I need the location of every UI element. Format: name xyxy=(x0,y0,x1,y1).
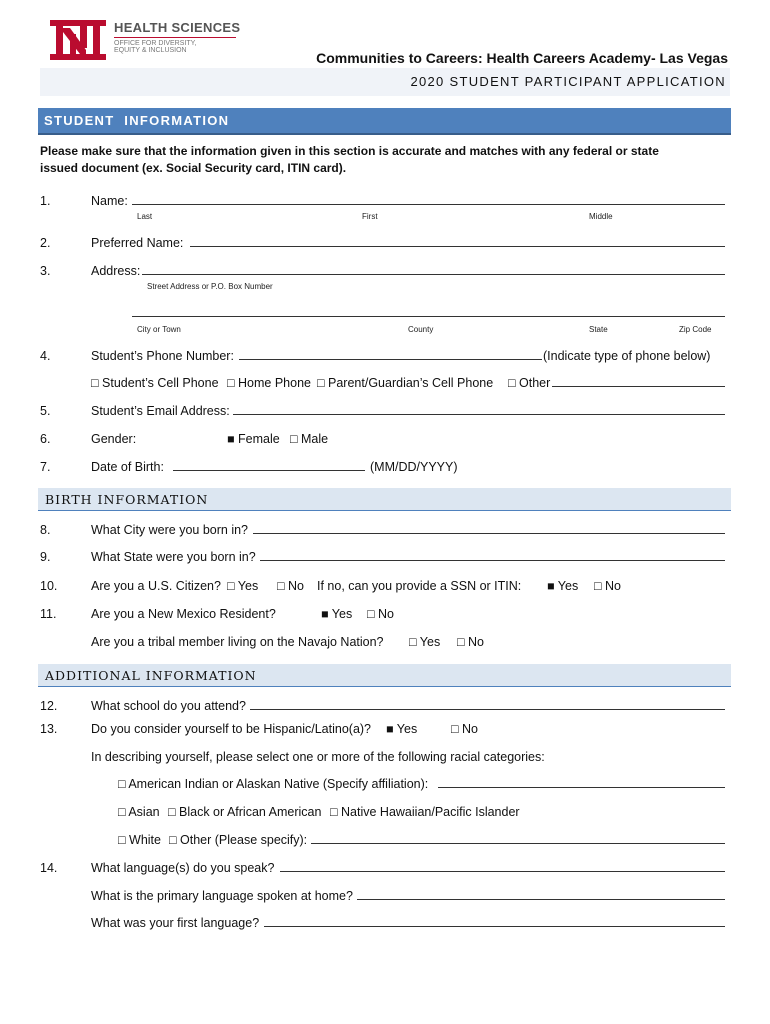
city-sublabel: City or Town xyxy=(137,325,181,334)
dob-format: (MM/DD/YYYY) xyxy=(370,460,458,474)
ssn-question: If no, can you provide a SSN or ITIN: xyxy=(317,579,522,593)
race-american-indian-option[interactable]: □ American Indian or Alaskan Native (Specify affiliation): xyxy=(118,777,429,791)
citizen-yes-option[interactable]: □ Yes xyxy=(227,579,259,593)
birth-city-field[interactable] xyxy=(253,533,725,534)
logo-text xyxy=(114,20,240,54)
phone-hint: (Indicate type of phone below) xyxy=(543,349,711,363)
tribal-no-option[interactable]: □ No xyxy=(457,635,485,649)
section-additional-title: ADDITIONAL INFORMATION xyxy=(45,668,257,683)
phone-parent-cell-option[interactable]: □ Parent/Guardian’s Cell Phone xyxy=(317,376,494,390)
school-field[interactable] xyxy=(250,709,725,710)
preferred-name-field[interactable] xyxy=(190,246,725,247)
race-black-option[interactable]: □ Black or African American xyxy=(168,805,322,819)
home-language-field[interactable] xyxy=(357,899,725,900)
first-language-label: What was your first language? xyxy=(91,916,260,930)
page-subtitle: 2020 STUDENT PARTICIPANT APPLICATION xyxy=(410,74,726,89)
zip-sublabel: Zip Code xyxy=(679,325,712,334)
q4-label: Student’s Phone Number: xyxy=(91,349,234,363)
street-sublabel: Street Address or P.O. Box Number xyxy=(147,282,273,291)
race-white-option[interactable]: □ White xyxy=(118,833,161,847)
q13-number: 13. xyxy=(40,722,58,736)
first-language-field[interactable] xyxy=(264,926,725,927)
phone-home-option[interactable]: □ Home Phone xyxy=(227,376,311,390)
q5-label: Student’s Email Address: xyxy=(91,404,230,418)
logo-line3: EQUITY & INCLUSION xyxy=(114,47,187,54)
state-sublabel: State xyxy=(589,325,608,334)
ssn-no-option[interactable]: □ No xyxy=(594,579,622,593)
tribal-affiliation-field[interactable] xyxy=(438,787,725,788)
q9-number: 9. xyxy=(40,550,51,564)
last-sublabel: Last xyxy=(137,212,153,221)
tribal-yes-option[interactable]: □ Yes xyxy=(409,635,441,649)
race-other-option[interactable]: □ Other (Please specify): xyxy=(169,833,308,847)
city-county-state-zip-field[interactable] xyxy=(132,316,725,317)
ssn-yes-option[interactable]: ■ Yes xyxy=(547,579,579,593)
q14-number: 14. xyxy=(40,861,58,875)
phone-number-field[interactable] xyxy=(239,359,542,360)
gender-male-option[interactable]: □ Male xyxy=(290,432,329,446)
birth-state-field[interactable] xyxy=(260,560,725,561)
name-field[interactable] xyxy=(132,204,725,205)
notice-line1: Please make sure that the information given in this section is accurate and matches with any federal or state xyxy=(40,144,659,158)
race-prompt: In describing yourself, please select one or more of the following racial categories: xyxy=(91,750,545,764)
tribal-question: Are you a tribal member living on the Navajo Nation? xyxy=(91,635,384,649)
q12-number: 12. xyxy=(40,699,58,713)
q7-number: 7. xyxy=(40,460,51,474)
q9-label: What State were you born in? xyxy=(91,550,256,564)
q1-number: 1. xyxy=(40,194,51,208)
q3-label: Address: xyxy=(91,264,141,278)
gender-female-option[interactable]: ■ Female xyxy=(227,432,280,446)
q6-number: 6. xyxy=(40,432,51,446)
q3-number: 3. xyxy=(40,264,51,278)
q13-label: Do you consider yourself to be Hispanic/Latino(a)? xyxy=(91,722,372,736)
q10-number: 10. xyxy=(40,579,58,593)
q10-label: Are you a U.S. Citizen? xyxy=(91,579,221,593)
q4-number: 4. xyxy=(40,349,51,363)
phone-other-field[interactable] xyxy=(552,386,725,387)
q11-label: Are you a New Mexico Resident? xyxy=(91,607,276,621)
phone-other-option[interactable]: □ Other xyxy=(508,376,551,390)
logo-line2: OFFICE FOR DIVERSITY, xyxy=(114,40,197,47)
q6-label: Gender: xyxy=(91,432,137,446)
section-student-title: STUDENT INFORMATION xyxy=(44,113,230,128)
citizen-no-option[interactable]: □ No xyxy=(277,579,305,593)
unm-monogram-icon xyxy=(50,20,106,60)
page-title: Communities to Careers: Health Careers Academy- Las Vegas xyxy=(316,50,728,66)
logo-line1: HEALTH SCIENCES xyxy=(114,20,241,35)
section-birth-title: BIRTH INFORMATION xyxy=(45,492,209,507)
q7-label: Date of Birth: xyxy=(91,460,164,474)
race-asian-option[interactable]: □ Asian xyxy=(118,805,160,819)
q12-label: What school do you attend? xyxy=(91,699,246,713)
unm-logo xyxy=(50,20,106,60)
q5-number: 5. xyxy=(40,404,51,418)
q2-label: Preferred Name: xyxy=(91,236,184,250)
notice-line2: issued document (ex. Social Security card, ITIN card). xyxy=(40,161,347,175)
languages-field[interactable] xyxy=(280,871,725,872)
hispanic-yes-option[interactable]: ■ Yes xyxy=(386,722,418,736)
q8-number: 8. xyxy=(40,523,51,537)
hispanic-no-option[interactable]: □ No xyxy=(451,722,479,736)
middle-sublabel: Middle xyxy=(589,212,613,221)
dob-field[interactable] xyxy=(173,470,365,471)
home-language-label: What is the primary language spoken at home? xyxy=(91,889,353,903)
phone-student-cell-option[interactable]: □ Student’s Cell Phone xyxy=(91,376,219,390)
county-sublabel: County xyxy=(408,325,434,334)
race-other-field[interactable] xyxy=(311,843,725,844)
street-address-field[interactable] xyxy=(142,274,725,275)
race-pacific-islander-option[interactable]: □ Native Hawaiian/Pacific Islander xyxy=(330,805,520,819)
q14-label: What language(s) do you speak? xyxy=(91,861,275,875)
nm-resident-no-option[interactable]: □ No xyxy=(367,607,395,621)
q8-label: What City were you born in? xyxy=(91,523,249,537)
q1-label: Name: xyxy=(91,194,128,208)
email-field[interactable] xyxy=(233,414,725,415)
first-sublabel: First xyxy=(362,212,378,221)
nm-resident-yes-option[interactable]: ■ Yes xyxy=(321,607,353,621)
q11-number: 11. xyxy=(40,607,57,621)
q2-number: 2. xyxy=(40,236,51,250)
